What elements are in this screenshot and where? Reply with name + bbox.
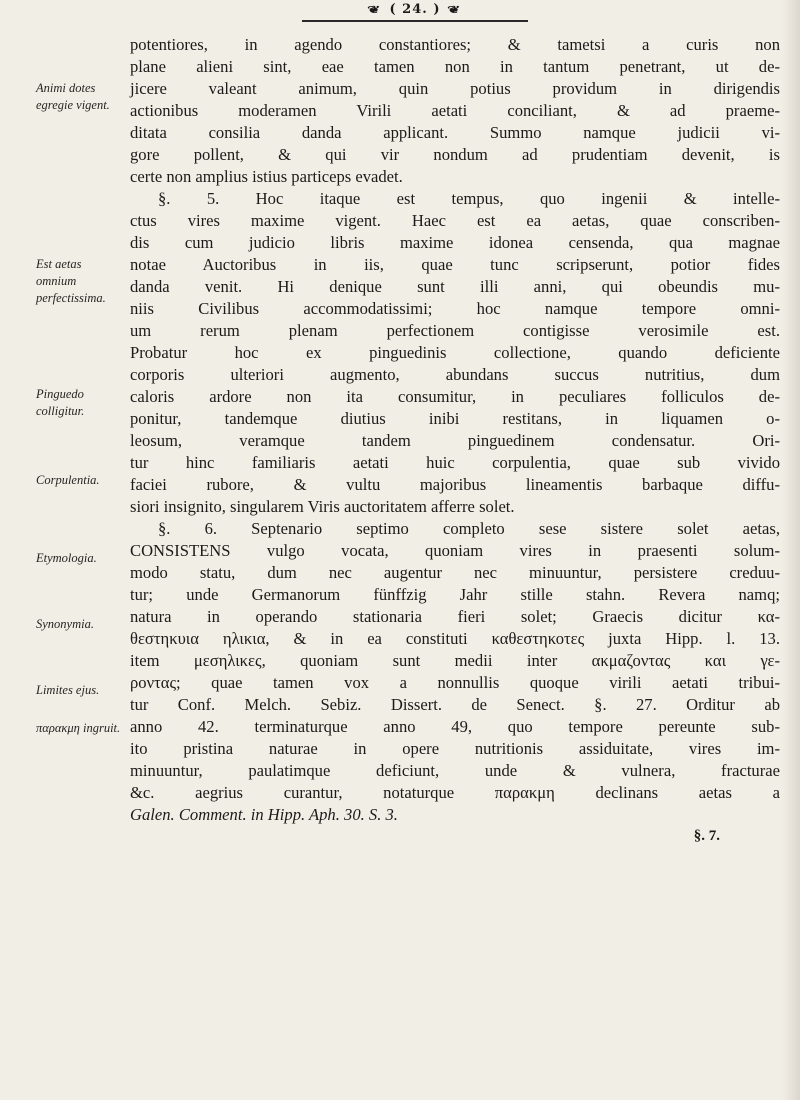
right-ornament-icon: ❦ [447, 5, 463, 16]
text-line: danda venit. Hi denique sunt illi anni, qui obeundis mu- [130, 277, 780, 296]
text-line: leosum, veramque tandem pinguedinem condensatur. Ori- [130, 431, 780, 450]
catchword: §. 7. [693, 828, 720, 844]
text-line: corporis ulteriori augmento, abundans succus nutritius, dum [130, 365, 780, 384]
text-line: §. 5. Hoc itaque est tempus, quo ingenii & intelle- [158, 189, 780, 208]
margin-note-synonymia: Synonymia. [36, 617, 94, 631]
left-ornament-icon: ❦ [367, 5, 383, 16]
text-line: &c. aegrius curantur, notaturque παρακμη declinans aetas a [130, 783, 780, 802]
text-line: CONSISTENS vulgo vocata, quoniam vires in praesenti solum- [130, 541, 780, 560]
page-number-row [300, 2, 530, 17]
text-line: ito pristina naturae in opere nutritionis assiduitate, vires im- [130, 739, 780, 758]
margin-note-paracme: παρακμη ingruit. [36, 721, 121, 735]
text-line: minuuntur, paulatimque deficiunt, unde & vulnera, fracturae [130, 761, 780, 780]
margin-note-corpulentia: Corpulentia. [36, 473, 100, 487]
text-line: niis Civilibus accommodatissimi; hoc namque tempore omni- [130, 299, 780, 318]
text-line: item μεσηλικες, quoniam sunt medii inter ακμαζοντας και γε- [130, 651, 780, 670]
margin-note-limites: Limites ejus. [36, 683, 100, 697]
text-line: §. 6. Septenario septimo completo sese sistere solet aetas, [158, 519, 780, 538]
text-line: tur hinc familiaris aetati huic corpulentia, quae sub vivido [130, 453, 780, 472]
text-line: faciei rubore, & vultu majoribus lineamentis barbaque diffu- [130, 475, 780, 494]
text-line: gore pollent, & qui vir nondum ad prudentiam devenit, is [130, 145, 780, 164]
text-line: tur; unde Germanorum fünffzig Jahr stille stahn. Revera namq; [130, 585, 780, 604]
text-line: notae Auctoribus in iis, quae tunc scripserunt, potior fides [130, 255, 780, 274]
margin-note-aetas: Est aetas omnium perfectissima. [36, 257, 106, 305]
margin-note-etymologia: Etymologia. [36, 551, 97, 565]
page-number: ( 24. ) [389, 2, 441, 17]
text-line: jicere valeant animum, quin potius providum in dirigendis [130, 79, 780, 98]
text-line: plane alieni sint, eae tamen non in tantum penetrant, ut de- [130, 57, 780, 76]
text-line: Probatur hoc ex pinguedinis collectione, quando deficiente [130, 343, 780, 362]
text-line: potentiores, in agendo constantiores; & tametsi a curis non [130, 35, 780, 54]
header-rule [302, 20, 528, 22]
text-line: ctus vires maxime vigent. Haec est ea aetas, quae conscriben- [130, 211, 780, 230]
text-line: natura in operando stationaria fieri solet; Graecis dicitur κα- [130, 607, 780, 626]
text-line: Galen. Comment. in Hipp. Aph. 30. S. 3. [130, 805, 398, 824]
text-line: um rerum plenam perfectionem contigisse verosimile est. [130, 321, 780, 340]
page-edge-shadow [782, 0, 800, 1100]
text-line: θεστηκυια ηλικια, & in ea constituti καθεστηκοτες juxta Hipp. l. 13. [130, 629, 780, 648]
text-line: ροντας; quae tamen vox a nonnullis quoque virili aetati tribui- [130, 673, 780, 692]
text-line: caloris ardore non ita consumitur, in peculiares folliculos de- [130, 387, 780, 406]
text-line: ponitur, tandemque diutius inibi restitans, in liquamen o- [130, 409, 780, 428]
text-line: ditata consilia danda applicant. Summo namque judicii vi- [130, 123, 780, 142]
text-line: modo statu, dum nec augentur nec minuuntur, persistere creduu- [130, 563, 780, 582]
text-line: anno 42. terminaturque anno 49, quo tempore pereunte sub- [130, 717, 780, 736]
text-line: tur Conf. Melch. Sebiz. Dissert. de Senect. §. 27. Orditur ab [130, 695, 780, 714]
margin-note-animi: Animi dotes egregie vigent. [36, 81, 110, 112]
text-line: actionibus moderamen Virili aetati conciliant, & ad praeme- [130, 101, 780, 120]
text-line: certe non amplius istius particeps evadet. [130, 167, 403, 186]
margin-note-pinguedo: Pinguedo colligitur. [36, 387, 85, 418]
running-header [300, 2, 530, 32]
text-line: dis cum judicio libris maxime idonea censenda, qua magnae [130, 233, 780, 252]
text-line: siori insignito, singularem Viris auctoritatem afferre solet. [130, 497, 515, 516]
